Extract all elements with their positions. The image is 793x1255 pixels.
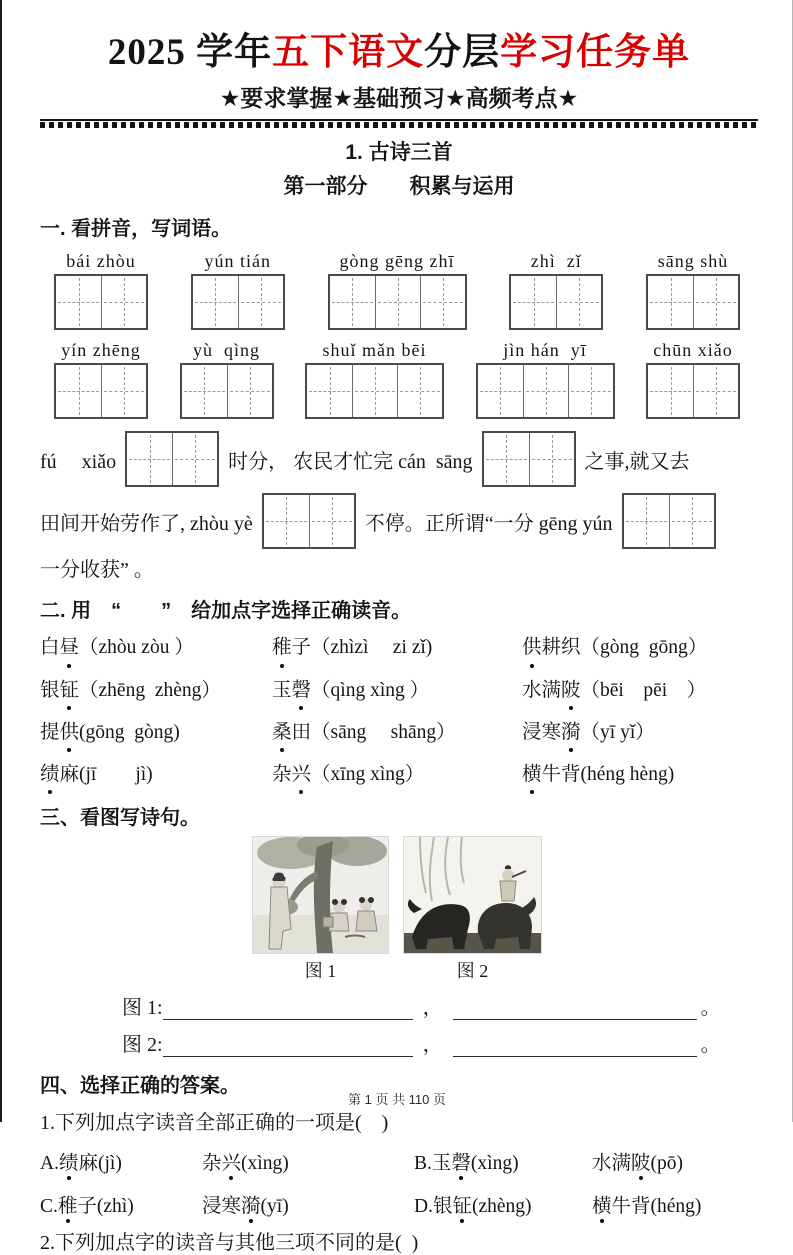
writing-cell	[669, 495, 714, 547]
writing-cell	[556, 276, 601, 328]
choice-option: 浸寒漪(yī)	[202, 1190, 414, 1218]
choice-option: A.绩麻(jì)	[40, 1147, 202, 1175]
answer-blank	[163, 1036, 413, 1057]
pronunciation-item: 提供(gōng gòng)	[40, 718, 272, 747]
writing-cell	[330, 276, 375, 328]
sentence-text: 一分收获” 。	[40, 559, 154, 582]
writing-box	[125, 431, 219, 487]
pinyin-row	[40, 251, 758, 330]
section1-heading: 一. 看拼音，写词语。	[40, 218, 232, 241]
dotted-character: 绩	[59, 1147, 79, 1175]
pronunciation-item: 玉磬（qìng xìng ）	[272, 676, 522, 705]
writing-box	[54, 274, 148, 330]
writing-cell	[56, 276, 101, 328]
writing-box	[191, 274, 285, 330]
writing-cell	[182, 365, 227, 417]
choice-option: C.稚子(zhì)	[40, 1190, 202, 1218]
writing-cell	[309, 495, 354, 547]
pinyin-word-group	[54, 251, 148, 330]
writing-cell	[172, 433, 217, 485]
answer-row	[122, 991, 758, 1020]
part-title: 第一部分 积累与运用	[283, 175, 515, 199]
question2-text: 2.下列加点字的读音与其他三项不同的是( )	[40, 1232, 419, 1255]
writing-cell	[693, 365, 738, 417]
dotted-character: 供	[60, 718, 80, 747]
dotted-character: 横	[592, 1190, 612, 1218]
sentence-text: 田间开始劳作了, zhòu yè	[40, 512, 258, 535]
writing-cell	[375, 276, 420, 328]
answer-prefix: 图 1:	[122, 997, 163, 1020]
writing-box	[180, 363, 274, 419]
dotted-character: 陂	[561, 676, 581, 705]
answer-separator: ，	[422, 1034, 443, 1057]
sentence-line	[40, 553, 758, 582]
question1-options	[40, 1147, 758, 1218]
pronunciation-item: 白昼（zhòu zòu ）	[40, 633, 272, 662]
poem-answer-lines	[122, 991, 758, 1057]
section3-heading: 三、看图写诗句。	[40, 807, 200, 830]
pinyin-label: sāng shù	[657, 251, 729, 272]
writing-cell	[127, 433, 172, 485]
writing-cell	[227, 365, 272, 417]
pronunciation-item: 横牛背(héng hèng)	[522, 760, 758, 789]
title-part: 五下语文	[272, 32, 425, 73]
pinyin-row	[40, 340, 758, 419]
writing-cell	[238, 276, 283, 328]
dotted-character: 磬	[451, 1147, 471, 1175]
figure2-illustration	[403, 836, 542, 954]
figure2	[403, 836, 542, 983]
pinyin-label: yún tián	[204, 251, 271, 272]
writing-box	[305, 363, 444, 419]
title-part: 分层	[424, 32, 501, 73]
divider-dots	[40, 122, 758, 128]
section4-heading: 四、选择正确的答案。	[40, 1075, 240, 1098]
dotted-character: 横	[522, 760, 542, 789]
writing-cell	[101, 276, 146, 328]
pinyin-label: shuǐ mǎn bēi	[322, 340, 427, 361]
dotted-character: 漪	[561, 718, 581, 747]
writing-box	[622, 493, 716, 549]
writing-cell	[523, 365, 568, 417]
figures-row	[252, 836, 758, 983]
choice-option: D.银钲(zhèng)	[414, 1190, 592, 1218]
pinyin-word-group	[191, 251, 285, 330]
dotted-character: 稚	[272, 633, 292, 662]
pronunciation-item: 稚子（zhìzì zi zǐ)	[272, 633, 522, 662]
dotted-character: 桑	[272, 718, 292, 747]
answer-period: 。	[700, 997, 721, 1020]
writing-cell	[624, 495, 669, 547]
writing-cell	[56, 365, 101, 417]
writing-box	[328, 274, 467, 330]
dotted-character: 兴	[222, 1147, 242, 1175]
writing-box	[646, 363, 740, 419]
choice-option: 横牛背(héng)	[592, 1190, 758, 1218]
document-subtitle: ★要求掌握★基础预习★高频考点★	[219, 85, 579, 112]
writing-cell	[101, 365, 146, 417]
sentence-text: 不停。正所谓“一分 gēng yún	[359, 512, 618, 535]
figure1-label: 图 1	[304, 961, 337, 982]
answer-blank	[453, 1036, 697, 1057]
dotted-character: 供	[522, 633, 542, 662]
dotted-character: 兴	[292, 760, 312, 789]
pinyin-word-group	[509, 251, 603, 330]
pinyin-word-group	[328, 251, 467, 330]
pinyin-writing-rows	[40, 251, 758, 419]
pinyin-word-group	[476, 340, 615, 419]
pinyin-label: yù qìng	[192, 340, 260, 361]
choice-option: 水满陂(pō)	[592, 1147, 758, 1175]
writing-cell	[420, 276, 465, 328]
sentence-text: fú xiǎo	[40, 450, 122, 473]
pinyin-word-group	[646, 340, 740, 419]
writing-box	[54, 363, 148, 419]
writing-cell	[397, 365, 442, 417]
writing-cell	[484, 433, 529, 485]
writing-cell	[568, 365, 613, 417]
pinyin-word-group	[646, 251, 740, 330]
dotted-character: 稚	[58, 1190, 78, 1218]
pinyin-label: gòng gēng zhī	[339, 251, 455, 272]
title-part: 学习任务单	[500, 32, 691, 73]
question1-text: 1.下列加点字读音全部正确的一项是( )	[40, 1112, 389, 1135]
pinyin-label: bái zhòu	[66, 251, 136, 272]
section2-heading: 二. 用 “ ” 给加点字选择正确读音。	[40, 600, 412, 623]
page-content	[2, 0, 792, 1255]
answer-blank	[453, 999, 697, 1020]
pronunciation-item: 桑田（sāng shāng）	[272, 718, 522, 747]
writing-cell	[264, 495, 309, 547]
pinyin-word-group	[180, 340, 274, 419]
writing-box	[262, 493, 356, 549]
writing-cell	[693, 276, 738, 328]
pinyin-label: yín zhēng	[61, 340, 141, 361]
pronunciation-item: 水满陂（bēi pēi ）	[522, 676, 758, 705]
dotted-character: 昼	[60, 633, 80, 662]
choice-option: B.玉磬(xìng)	[414, 1147, 592, 1175]
pronunciation-item: 浸寒漪（yī yǐ）	[522, 718, 758, 747]
writing-box	[476, 363, 615, 419]
answer-row	[122, 1028, 758, 1057]
figure1-illustration	[252, 836, 389, 954]
pronunciation-item: 杂兴（xīng xìng）	[272, 760, 522, 789]
dotted-character: 绩	[40, 760, 60, 789]
answer-blank	[163, 999, 413, 1020]
dotted-character: 磬	[292, 676, 312, 705]
document-title	[40, 30, 758, 76]
answer-prefix: 图 2:	[122, 1034, 163, 1057]
sentence-text: 之事,就又去	[579, 450, 690, 473]
page-number: 第 1 页 共 110 页	[347, 1092, 446, 1107]
figure1	[252, 836, 389, 983]
dotted-character: 钲	[452, 1190, 472, 1218]
pinyin-label: chūn xiǎo	[653, 340, 733, 361]
pinyin-label: jìn hán yī	[503, 340, 587, 361]
dotted-character: 陂	[631, 1147, 651, 1175]
writing-box	[482, 431, 576, 487]
pronunciation-choice-grid	[40, 633, 758, 789]
pinyin-word-group	[305, 340, 444, 419]
writing-cell	[648, 276, 693, 328]
answer-separator: ，	[422, 997, 443, 1020]
writing-cell	[352, 365, 397, 417]
writing-cell	[648, 365, 693, 417]
dotted-character: 钲	[60, 676, 80, 705]
dotted-character: 漪	[241, 1190, 261, 1218]
sentence-line	[40, 491, 758, 551]
sentence-text: 时分， 农民才忙完 cán sāng	[223, 450, 478, 473]
dotted-divider	[40, 119, 758, 128]
title-part: 2025 学年	[107, 32, 273, 73]
writing-box	[509, 274, 603, 330]
writing-cell	[529, 433, 574, 485]
pronunciation-item: 供耕织（gòng gōng）	[522, 633, 758, 662]
sentence-line	[40, 429, 758, 489]
writing-cell	[478, 365, 523, 417]
figure2-label: 图 2	[456, 961, 489, 982]
answer-period: 。	[700, 1034, 721, 1057]
writing-box	[646, 274, 740, 330]
pinyin-word-group	[54, 340, 148, 419]
lesson-title: 1. 古诗三首	[345, 141, 453, 165]
writing-cell	[193, 276, 238, 328]
pronunciation-item: 绩麻(jī jì)	[40, 760, 272, 789]
pronunciation-item: 银钲（zhēng zhèng）	[40, 676, 272, 705]
writing-cell	[511, 276, 556, 328]
fill-in-sentence	[40, 429, 758, 582]
writing-cell	[307, 365, 352, 417]
choice-option: 杂兴(xìng)	[202, 1147, 414, 1175]
pinyin-label: zhì zǐ	[530, 251, 582, 272]
